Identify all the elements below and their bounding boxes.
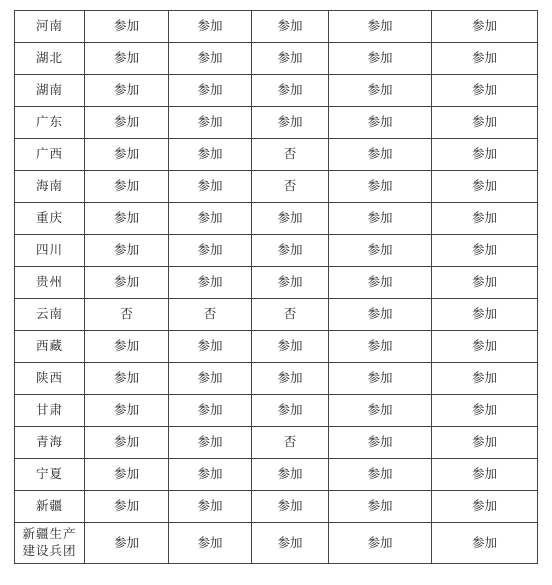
status-cell: 参加 <box>432 75 538 107</box>
status-cell: 参加 <box>85 75 169 107</box>
status-cell: 参加 <box>252 203 329 235</box>
region-cell: 广西 <box>15 139 85 171</box>
status-cell: 参加 <box>329 267 432 299</box>
status-cell: 参加 <box>329 11 432 43</box>
table-body <box>15 11 538 564</box>
status-cell: 参加 <box>169 427 252 459</box>
region-cell: 湖南 <box>15 75 85 107</box>
status-cell: 参加 <box>169 43 252 75</box>
region-cell: 西藏 <box>15 331 85 363</box>
status-cell: 参加 <box>169 459 252 491</box>
status-cell: 参加 <box>169 139 252 171</box>
status-cell: 参加 <box>85 107 169 139</box>
status-cell: 参加 <box>85 235 169 267</box>
table-row <box>15 395 538 427</box>
status-cell: 参加 <box>85 459 169 491</box>
status-cell: 否 <box>252 139 329 171</box>
status-cell: 参加 <box>85 523 169 564</box>
status-cell: 参加 <box>252 523 329 564</box>
status-cell: 参加 <box>252 267 329 299</box>
region-cell: 广东 <box>15 107 85 139</box>
status-cell: 参加 <box>252 491 329 523</box>
region-cell: 重庆 <box>15 203 85 235</box>
status-cell: 参加 <box>329 203 432 235</box>
status-cell: 参加 <box>85 43 169 75</box>
status-cell: 参加 <box>329 43 432 75</box>
region-cell: 青海 <box>15 427 85 459</box>
status-cell: 参加 <box>169 523 252 564</box>
status-cell: 参加 <box>169 331 252 363</box>
participation-table <box>14 10 538 564</box>
status-cell: 参加 <box>432 267 538 299</box>
table-row <box>15 235 538 267</box>
status-cell: 参加 <box>329 235 432 267</box>
status-cell: 参加 <box>432 107 538 139</box>
status-cell: 参加 <box>252 459 329 491</box>
status-cell: 参加 <box>169 203 252 235</box>
region-cell: 宁夏 <box>15 459 85 491</box>
status-cell: 参加 <box>329 139 432 171</box>
status-cell: 参加 <box>432 11 538 43</box>
region-cell: 海南 <box>15 171 85 203</box>
status-cell: 参加 <box>85 203 169 235</box>
table-row <box>15 459 538 491</box>
status-cell: 参加 <box>252 11 329 43</box>
status-cell: 参加 <box>252 395 329 427</box>
table-row <box>15 267 538 299</box>
status-cell: 参加 <box>329 331 432 363</box>
status-cell: 参加 <box>432 523 538 564</box>
status-cell: 否 <box>252 427 329 459</box>
table-row <box>15 43 538 75</box>
status-cell: 参加 <box>329 395 432 427</box>
table-row <box>15 203 538 235</box>
status-cell: 参加 <box>252 235 329 267</box>
status-cell: 参加 <box>85 427 169 459</box>
status-cell: 参加 <box>432 395 538 427</box>
status-cell: 参加 <box>432 235 538 267</box>
status-cell: 参加 <box>85 331 169 363</box>
status-cell: 参加 <box>169 107 252 139</box>
status-cell: 参加 <box>329 75 432 107</box>
status-cell: 参加 <box>169 363 252 395</box>
region-cell: 四川 <box>15 235 85 267</box>
status-cell: 否 <box>252 299 329 331</box>
status-cell: 参加 <box>252 43 329 75</box>
status-cell: 参加 <box>169 11 252 43</box>
table-row <box>15 107 538 139</box>
status-cell: 参加 <box>432 331 538 363</box>
status-cell: 参加 <box>329 427 432 459</box>
table-row <box>15 331 538 363</box>
status-cell: 否 <box>85 299 169 331</box>
status-cell: 参加 <box>169 235 252 267</box>
status-cell: 参加 <box>432 363 538 395</box>
status-cell: 参加 <box>252 331 329 363</box>
status-cell: 参加 <box>169 267 252 299</box>
status-cell: 参加 <box>329 171 432 203</box>
region-cell: 陕西 <box>15 363 85 395</box>
status-cell: 参加 <box>85 363 169 395</box>
table-row <box>15 363 538 395</box>
table-row <box>15 523 538 564</box>
status-cell: 参加 <box>432 491 538 523</box>
status-cell: 参加 <box>252 363 329 395</box>
status-cell: 参加 <box>329 523 432 564</box>
table-row <box>15 491 538 523</box>
region-cell: 贵州 <box>15 267 85 299</box>
status-cell: 参加 <box>432 171 538 203</box>
status-cell: 参加 <box>432 43 538 75</box>
table-row <box>15 75 538 107</box>
region-cell: 甘肃 <box>15 395 85 427</box>
region-cell: 河南 <box>15 11 85 43</box>
table-row <box>15 171 538 203</box>
status-cell: 参加 <box>85 171 169 203</box>
status-cell: 参加 <box>169 75 252 107</box>
region-cell: 湖北 <box>15 43 85 75</box>
status-cell: 参加 <box>432 427 538 459</box>
region-cell <box>15 523 85 564</box>
status-cell: 否 <box>252 171 329 203</box>
status-cell: 参加 <box>85 139 169 171</box>
status-cell: 参加 <box>169 171 252 203</box>
status-cell: 参加 <box>329 363 432 395</box>
status-cell: 参加 <box>432 203 538 235</box>
status-cell: 参加 <box>85 395 169 427</box>
table-row <box>15 299 538 331</box>
status-cell: 参加 <box>85 491 169 523</box>
status-cell: 参加 <box>252 107 329 139</box>
region-cell: 云南 <box>15 299 85 331</box>
region-line: 建设兵团 <box>22 543 77 558</box>
region-cell: 新疆 <box>15 491 85 523</box>
status-cell: 参加 <box>85 267 169 299</box>
status-cell: 参加 <box>329 459 432 491</box>
status-cell: 否 <box>169 299 252 331</box>
status-cell: 参加 <box>432 459 538 491</box>
status-cell: 参加 <box>329 491 432 523</box>
status-cell: 参加 <box>432 139 538 171</box>
table-row <box>15 427 538 459</box>
status-cell: 参加 <box>252 75 329 107</box>
status-cell: 参加 <box>169 395 252 427</box>
status-cell: 参加 <box>85 11 169 43</box>
table-row <box>15 139 538 171</box>
status-cell: 参加 <box>329 299 432 331</box>
region-line: 新疆生产 <box>22 526 77 542</box>
table-row <box>15 11 538 43</box>
status-cell: 参加 <box>169 491 252 523</box>
status-cell: 参加 <box>432 299 538 331</box>
status-cell: 参加 <box>329 107 432 139</box>
